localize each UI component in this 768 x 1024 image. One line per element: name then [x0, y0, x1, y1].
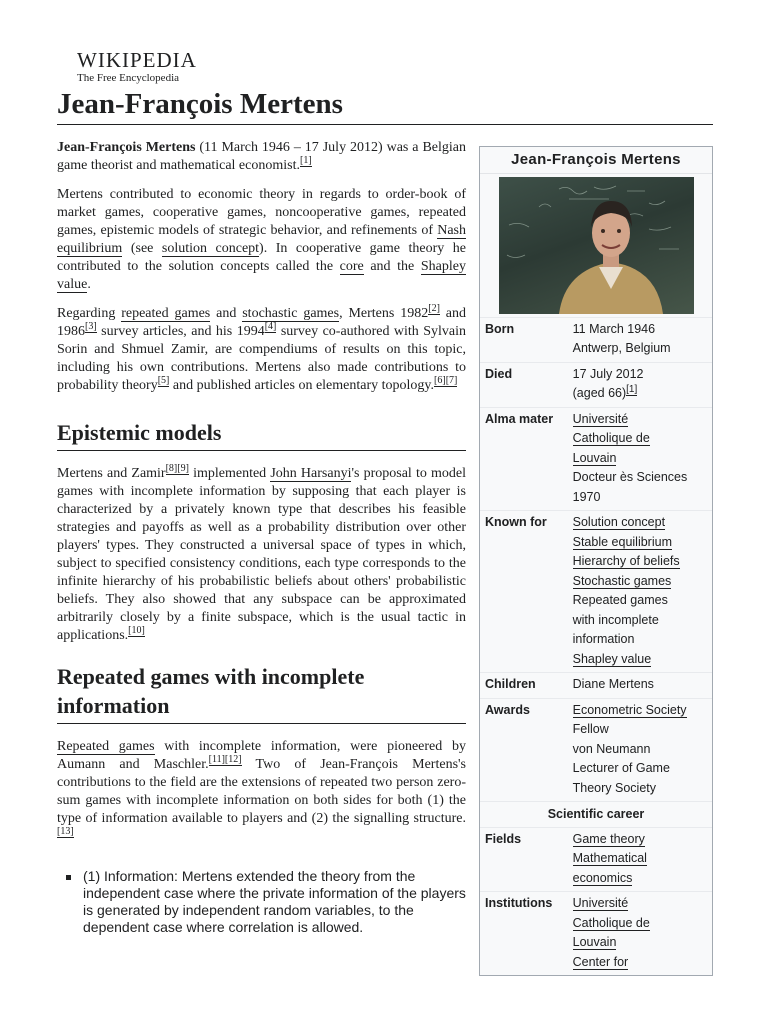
- institutions-label: Institutions: [485, 896, 553, 910]
- surveys-paragraph: [57, 305, 466, 395]
- infobox-row-alma-mater: [480, 407, 712, 511]
- institutions-link[interactable]: Université: [572, 896, 629, 910]
- nash-equilibrium-link[interactable]: Nash equilibrium: [57, 223, 466, 256]
- awards-text: Theory Society: [572, 780, 656, 795]
- text-run: , Mertens 1982: [339, 306, 429, 321]
- fields-link[interactable]: economics: [572, 870, 633, 885]
- wikipedia-logo[interactable]: [77, 50, 197, 84]
- infobox-row-died: [480, 362, 712, 407]
- section-heading-repeated-games: Repeated games with incomplete information: [57, 662, 466, 724]
- fields-link[interactable]: Game theory: [572, 831, 645, 846]
- repeated-games-link[interactable]: Repeated games: [57, 739, 155, 754]
- infobox-row-children: [480, 672, 712, 698]
- text-run: Two of Jean-François Mertens's contributions to the field are the extensions of repeated two person zero-sum games with incomplete information on both sides for both (1) the type of information available to players and (2) the signalling structure.: [57, 757, 466, 826]
- fields-label: Fields: [485, 831, 522, 846]
- text-run: (see: [122, 241, 162, 256]
- fields-link[interactable]: Mathematical: [572, 851, 647, 865]
- page-title: Jean-François Mertens: [57, 86, 713, 125]
- known-for-text: with incomplete: [572, 612, 659, 627]
- infobox-row-institutions: [480, 891, 712, 975]
- alma-mater-link[interactable]: Université: [572, 411, 629, 426]
- infobox: [479, 146, 713, 976]
- article-body: [57, 139, 466, 936]
- known-for-text: Repeated games: [572, 593, 668, 607]
- known-for-label: Known for: [485, 515, 547, 529]
- text-run: ). In cooperative game theory he contributed to the solution concepts called the: [57, 241, 466, 274]
- died-label: Died: [485, 366, 513, 381]
- repeated-games-link[interactable]: repeated games: [121, 306, 211, 321]
- alma-mater-link[interactable]: Catholique de: [572, 431, 650, 445]
- alma-mater-degree: Docteur ès Sciences: [572, 470, 688, 484]
- portrait-photo[interactable]: [499, 177, 694, 314]
- infobox-row-known-for: [480, 510, 712, 672]
- text-run: and: [210, 306, 243, 321]
- ref-link[interactable]: [8]: [165, 463, 178, 475]
- ref-link[interactable]: [10]: [128, 625, 145, 637]
- logo-tagline: The Free Encyclopedia: [77, 72, 180, 84]
- died-date: 17 July 2012: [572, 366, 644, 381]
- econometric-society-link[interactable]: Econometric Society: [572, 702, 687, 717]
- stochastic-games-link[interactable]: stochastic games: [242, 306, 340, 321]
- known-for-link[interactable]: Hierarchy of beliefs: [572, 554, 680, 568]
- institutions-link[interactable]: Louvain: [572, 935, 617, 949]
- children-label: Children: [485, 677, 536, 691]
- alma-mater-label: Alma mater: [485, 411, 554, 426]
- infobox-row-fields: [480, 827, 712, 892]
- text-run: implemented: [188, 466, 271, 481]
- ref-link[interactable]: [5]: [157, 375, 170, 387]
- alma-mater-year: 1970: [572, 489, 601, 504]
- john-harsanyi-link[interactable]: John Harsanyi: [270, 466, 352, 481]
- ref-link[interactable]: [2]: [428, 303, 440, 315]
- scientific-career-heading: Scientific career: [480, 801, 712, 827]
- text-run: Mertens and Zamir: [57, 466, 166, 481]
- intro-bold-name: Jean-François Mertens: [57, 140, 196, 155]
- text-run: survey co-authored with Sylvain Sorin and Shmuel Zamir, are compendiums of results on this topic, including his own contributions. Mertens also made contributions to probability theory: [57, 324, 467, 393]
- infobox-title: Jean-François Mertens: [511, 151, 681, 168]
- known-for-link[interactable]: Stochastic games: [572, 573, 672, 588]
- text-run: survey articles, and his 1994: [96, 324, 265, 339]
- solution-concept-link[interactable]: solution concept: [161, 241, 260, 256]
- awards-text: Fellow: [572, 722, 609, 736]
- institutions-link[interactable]: Catholique de: [572, 915, 650, 930]
- known-for-link[interactable]: Solution concept: [572, 515, 666, 529]
- text-run: Regarding: [57, 306, 122, 321]
- ref-link[interactable]: [13]: [57, 826, 74, 838]
- children-value: Diane Mertens: [572, 677, 654, 691]
- infobox-row-born: [480, 317, 712, 362]
- text-run: and 1986: [57, 306, 466, 339]
- born-place: Antwerp, Belgium: [572, 341, 671, 355]
- portrait-illustration: [499, 177, 694, 314]
- known-for-link[interactable]: Stable equilibrium: [572, 534, 672, 549]
- infobox-row-awards: [480, 698, 712, 802]
- text-run: and the: [363, 259, 421, 274]
- text-run: .: [87, 277, 91, 292]
- section-heading-epistemic: Epistemic models: [57, 418, 466, 451]
- born-label: Born: [485, 321, 515, 336]
- ref-link[interactable]: [11]: [208, 754, 225, 766]
- text-run: and published articles on elementary topology.: [169, 378, 435, 393]
- core-link[interactable]: core: [339, 259, 364, 274]
- intro-paragraph: [57, 139, 466, 175]
- bullet-list: [57, 868, 466, 936]
- repeated-games-paragraph: [57, 738, 466, 846]
- ref-link[interactable]: [7]: [445, 375, 458, 387]
- text-run: 's proposal to model games with incomplete information by supposing that each player is characterized by a privately known type that describes his feasible strategies and payoffs as well as a probability distribution over other players' types. They constructed a universal space of types in which, subject to specified consistency conditions, each type corresponds to the infinite hierarchy of his probabilistic beliefs about others' probabilistic beliefs. They also showed that any subspace can be approximated arbitrarily closely by a finite subspace, which is the usual tactic in applications.: [57, 466, 466, 643]
- epistemic-paragraph: [57, 465, 466, 645]
- awards-label: Awards: [485, 702, 530, 717]
- shapley-value-link[interactable]: Shapley value: [57, 259, 466, 292]
- known-for-link[interactable]: Shapley value: [572, 651, 652, 666]
- list-item: (1) Information: Mertens extended the theory from the independent case where the private information of the players is generated by independent random variables, to the dependent case where correlation is allowed.: [83, 868, 466, 935]
- text-run: with incomplete information, were pioneered by Aumann and Maschler.: [57, 739, 466, 772]
- ref-link[interactable]: [1]: [299, 155, 312, 167]
- ref-link[interactable]: [4]: [264, 321, 277, 333]
- infobox-photo-cell: [480, 173, 712, 317]
- logo-wordmark: WIKIPEDIA: [77, 48, 197, 72]
- died-age: (aged 66): [572, 386, 627, 400]
- intro-text: (11 March 1946 – 17 July 2012) was a Belgian game theorist and mathematical economist.: [57, 140, 466, 173]
- ref-link[interactable]: [6]: [434, 375, 446, 387]
- text-run: Mertens contributed to economic theory in regards to order-book of market games, cooperative games, noncooperative games, repeated games, epistemic models of strategic behavior, and refinements of: [57, 187, 466, 238]
- born-date: 11 March 1946: [572, 321, 656, 336]
- ref-link[interactable]: [3]: [85, 321, 97, 333]
- awards-text: Lecturer of Game: [572, 761, 670, 775]
- awards-text: von Neumann: [572, 741, 651, 756]
- ref-link[interactable]: [1]: [626, 383, 638, 395]
- known-for-text: information: [572, 632, 635, 646]
- institutions-link[interactable]: Center for: [572, 954, 629, 969]
- ref-link[interactable]: [12]: [224, 754, 242, 766]
- alma-mater-link[interactable]: Louvain: [572, 450, 617, 465]
- contributions-paragraph: [57, 186, 466, 294]
- ref-link[interactable]: [9]: [177, 463, 189, 475]
